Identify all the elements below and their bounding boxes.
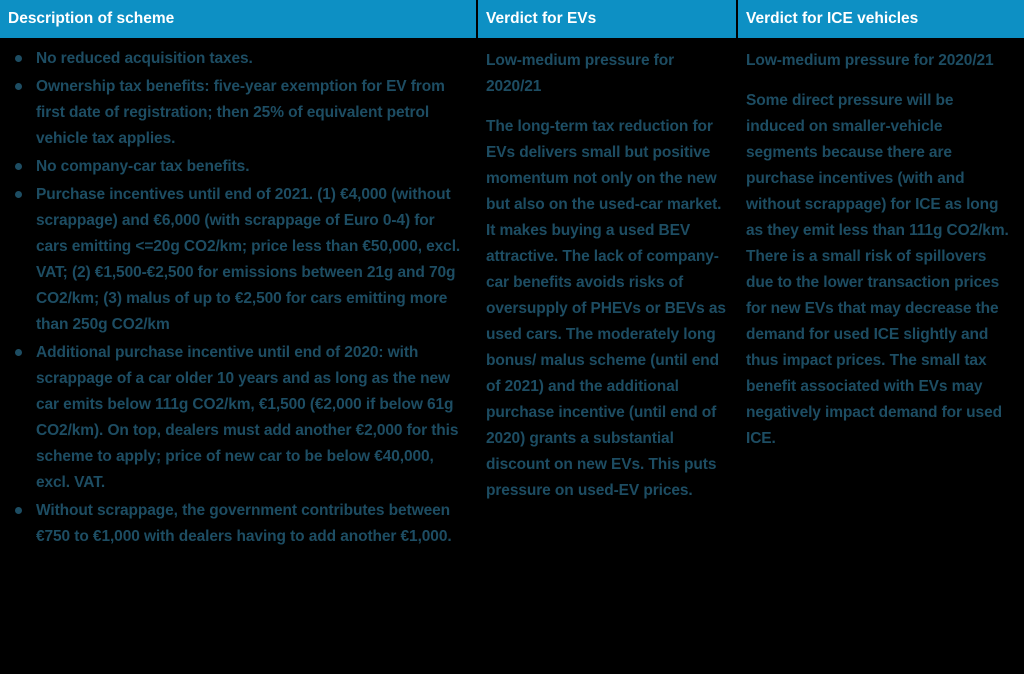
column-header-verdict-ev: Verdict for EVs [478, 0, 736, 38]
list-item: Additional purchase incentive until end of 2020: with scrappage of a car older 10 years and as long as the new car emits below 111g CO2/km, €1,500 (€2,000 if below 61g CO2/km). On top, dealers must add another €2,000 for this scheme to apply; price of new car to be below €40,000, excl. VAT. [6, 340, 468, 496]
verdict-ice-title: Low-medium pressure for 2020/21 [746, 52, 994, 69]
list-item: Without scrappage, the government contributes between €750 to €1,000 with dealers having to add another €1,000. [6, 498, 468, 550]
list-item: Ownership tax benefits: five-year exemption for EV from first date of registration; then 25% of equivalent petrol vehicle tax applies. [6, 74, 468, 152]
cell-verdict-for-evs [478, 38, 736, 674]
verdict-ev-title: Low-medium pressure for 2020/21 [486, 52, 675, 95]
verdict-ev-body: The long-term tax reduction for EVs delivers small but positive momentum not only on the new but also on the used-car market. It makes buying a used BEV attractive. The lack of company-car benefits avoids risks of oversupply of PHEVs or BEVs as used cars. The moderately long bonus/ malus scheme (until end of 2021) and the additional purchase incentive (until end of 2020) grants a substantial discount on new EVs. This puts pressure on used-EV prices. [486, 118, 726, 499]
table-header-row [0, 0, 1024, 38]
list-item: No reduced acquisition taxes. [6, 46, 468, 72]
cell-verdict-for-ice-vehicles [738, 38, 1024, 674]
verdict-ice-body: Some direct pressure will be induced on smaller-vehicle segments because there are purchase incentives (with and without scrappage) for ICE as long as they emit less than 111g CO2/km. There is a small risk of spillovers due to the lower transaction prices for new EVs that may decrease the demand for used ICE slightly and thus impact prices. The small tax benefit associated with EVs may negatively impact demand for used ICE. [746, 92, 1009, 447]
column-header-description: Description of scheme [0, 0, 476, 38]
list-item: No company-car tax benefits. [6, 154, 468, 180]
scheme-list [6, 46, 468, 550]
cell-description-of-scheme [0, 38, 476, 674]
table-row [0, 38, 1024, 674]
column-header-verdict-ice: Verdict for ICE vehicles [738, 0, 1024, 38]
list-item: Purchase incentives until end of 2021. (1) €4,000 (without scrappage) and €6,000 (with scrappage of Euro 0-4) for cars emitting <=20g CO2/km; price less than €50,000, excl. VAT; (2) €1,500-€2,500 for emissions between 21g and 70g CO2/km; (3) malus of up to €2,500 for cars emitting more than 250g CO2/km [6, 182, 468, 338]
